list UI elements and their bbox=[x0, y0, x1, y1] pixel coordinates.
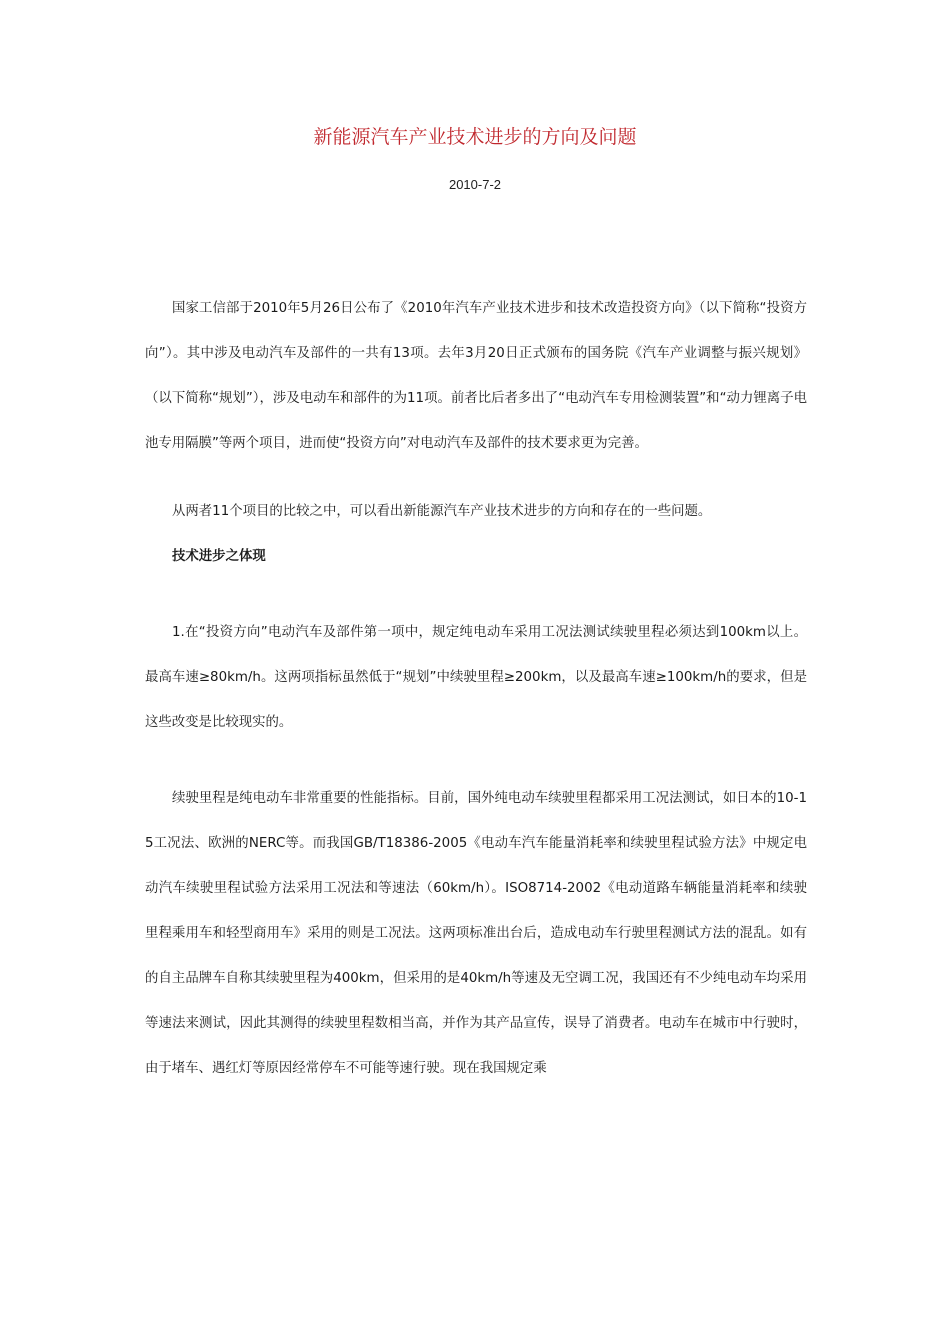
paragraph-comparison: 从两者11个项目的比较之中，可以看出新能源汽车产业技术进步的方向和存在的一些问题。 bbox=[172, 504, 712, 519]
paragraph-intro: 国家工信部于2010年5月26日公布了《2010年汽车产业技术进步和技术改造投资方向》（以下简称“投资方向”）。其中涉及电动汽车及部件的一共有13项。去年3月20日正式颁布的国务院《汽车产业调整与振兴规划》（以下简称“规划”），涉及电动车和部件的为11项。前者比后者多出了“电动汽车专用检测装置”和“动力锂离子电池专用隔膜”等两个项目，进而使“投资方向”对电动汽车及部件的技术要求更为完善。 bbox=[145, 301, 807, 451]
paragraph-point-1: 1.在“投资方向”电动汽车及部件第一项中，规定纯电动车采用工况法测试续驶里程必须达到100km以上。最高车速≥80km/h。这两项指标虽然低于“规划”中续驶里程≥200km，以及最高车速≥100km/h的要求，但是这些改变是比较现实的。 bbox=[145, 625, 807, 730]
document-body bbox=[145, 286, 807, 1091]
paragraph-range-testing: 续驶里程是纯电动车非常重要的性能指标。目前，国外纯电动车续驶里程都采用工况法测试，如日本的10-15工况法、欧洲的NERC等。而我国GB/T18386-2005《电动车汽车能量消耗率和续驶里程试验方法》中规定电动汽车续驶里程试验方法采用工况法和等速法（60km/h）。ISO8714-2002《电动道路车辆能量消耗率和续驶里程乘用车和轻型商用车》采用的则是工况法。这两项标准出台后，造成电动车行驶里程测试方法的混乱。如有的自主品牌车自称其续驶里程为400km，但采用的是40km/h等速及无空调工况，我国还有不少纯电动车均采用等速法来测试，因此其测得的续驶里程数相当高，并作为其产品宣传，误导了消费者。电动车在城市中行驶时，由于堵车、遇红灯等原因经常停车不可能等速行驶。现在我国规定乘 bbox=[145, 791, 807, 1076]
document-title: 新能源汽车产业技术进步的方向及问题 bbox=[313, 126, 637, 148]
section-heading: 技术进步之体现 bbox=[172, 549, 266, 564]
document-date: 2010-7-2 bbox=[448, 177, 502, 192]
